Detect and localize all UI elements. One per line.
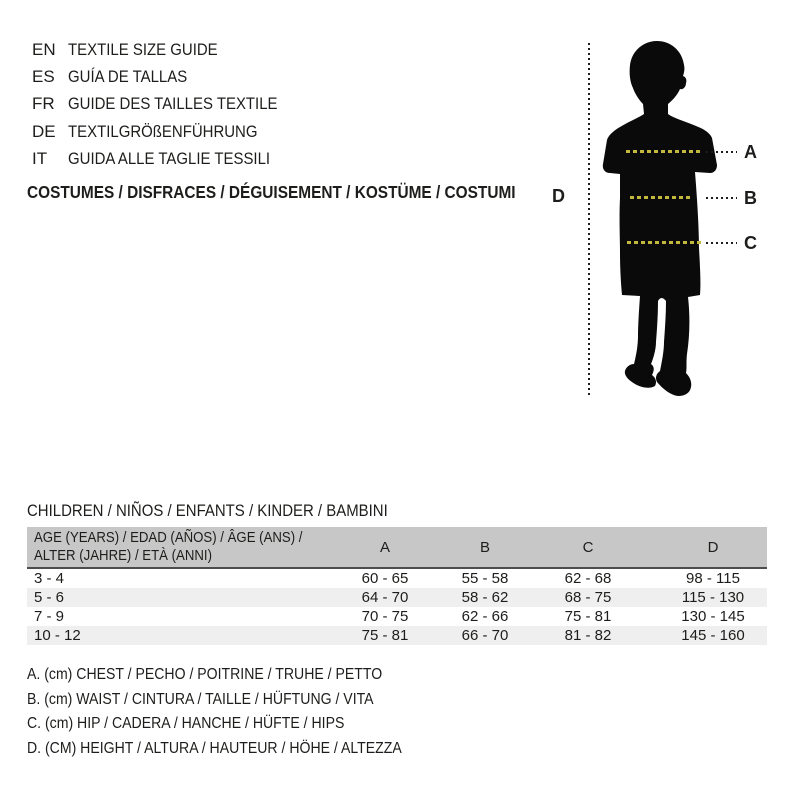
height-cell: 145 - 160	[681, 627, 745, 644]
age-column-header	[27, 527, 335, 567]
language-code: EN	[32, 39, 56, 59]
legend-waist	[27, 688, 453, 713]
table-row	[27, 569, 767, 588]
waist-measure-label: B	[744, 188, 757, 208]
height-measure-label: D	[552, 186, 565, 206]
hip-measure-leader-dots	[706, 242, 737, 244]
language-label: TEXTILGRÖßENFÜHRUNG	[68, 121, 258, 141]
language-label: GUIDE DES TAILLES TEXTILE	[68, 94, 278, 114]
category-heading-text: COSTUMES / DISFRACES / DÉGUISEMENT / KOSTÜME / COSTUMI	[27, 182, 516, 202]
legend-waist-text: B. (cm) WAIST / CINTURA / TAILLE / HÜFTUNG / VITA	[27, 690, 374, 708]
legend-hip-text: C. (cm) HIP / CADERA / HANCHE / HÜFTE / HIPS	[27, 715, 345, 733]
chest-measure-dash	[626, 150, 700, 153]
section-title-text: CHILDREN / NIÑOS / ENFANTS / KINDER / BAMBINI	[27, 501, 388, 520]
language-code: DE	[32, 121, 56, 141]
column-header-b: B	[479, 538, 490, 556]
waist-cell: 66 - 70	[461, 627, 509, 644]
language-row-it	[32, 146, 306, 173]
measurement-legend	[27, 663, 453, 762]
waist-cell: 62 - 66	[461, 608, 509, 625]
age-cell: 5 - 6	[34, 589, 65, 606]
language-label: GUÍA DE TALLAS	[68, 67, 188, 87]
waist-cell: 55 - 58	[461, 570, 509, 587]
waist-measure-leader-dots	[706, 197, 737, 199]
age-header-line1: AGE (YEARS) / EDAD (AÑOS) / ÂGE (ANS) /	[34, 529, 303, 546]
table-row	[27, 626, 767, 645]
chest-measure-leader-dots	[706, 151, 737, 153]
language-row-fr	[32, 91, 306, 118]
height-cell: 98 - 115	[686, 570, 740, 587]
legend-height-text: D. (CM) HEIGHT / ALTURA / HAUTEUR / HÖHE / ALTEZZA	[27, 740, 402, 758]
column-header-d: D	[707, 538, 719, 556]
waist-measure-dash	[630, 196, 692, 199]
legend-chest-text: A. (cm) CHEST / PECHO / POITRINE / TRUHE / PETTO	[27, 666, 383, 683]
height-measure-dotted-line	[588, 43, 590, 397]
hip-cell: 62 - 68	[564, 570, 612, 587]
section-title-children	[27, 501, 437, 521]
language-code: ES	[32, 67, 55, 87]
hip-cell: 81 - 82	[564, 627, 612, 644]
language-label: GUIDA ALLE TAGLIE TESSILI	[68, 149, 271, 169]
hip-measure-label: C	[744, 233, 757, 253]
age-cell: 10 - 12	[34, 627, 81, 644]
age-cell: 7 - 9	[34, 608, 65, 625]
child-silhouette-image	[600, 38, 732, 398]
language-code: IT	[32, 149, 48, 169]
age-header-line2: ALTER (JAHRE) / ETÀ (ANNI)	[34, 547, 212, 564]
column-header-a: A	[379, 538, 390, 556]
chest-cell: 75 - 81	[361, 627, 409, 644]
table-row	[27, 588, 767, 607]
waist-cell: 58 - 62	[461, 589, 509, 606]
legend-chest	[27, 663, 453, 688]
hip-measure-dash	[627, 241, 701, 244]
size-table-header	[27, 527, 767, 569]
height-cell: 115 - 130	[681, 589, 745, 606]
column-header-c: C	[582, 538, 594, 556]
language-label: TEXTILE SIZE GUIDE	[68, 39, 218, 59]
language-row-es	[32, 63, 306, 90]
legend-hip	[27, 712, 453, 737]
age-cell: 3 - 4	[34, 570, 65, 587]
legend-height	[27, 737, 453, 762]
table-row	[27, 607, 767, 626]
language-row-en	[32, 36, 306, 63]
chest-cell: 60 - 65	[361, 570, 409, 587]
hip-cell: 68 - 75	[564, 589, 612, 606]
language-row-de	[32, 118, 306, 145]
chest-cell: 70 - 75	[361, 608, 409, 625]
size-table	[27, 527, 767, 645]
category-heading	[27, 182, 582, 203]
chest-cell: 64 - 70	[361, 589, 409, 606]
language-list	[32, 36, 306, 173]
hip-cell: 75 - 81	[564, 608, 612, 625]
chest-measure-label: A	[744, 142, 757, 162]
height-cell: 130 - 145	[681, 608, 745, 625]
language-code: FR	[32, 94, 55, 114]
